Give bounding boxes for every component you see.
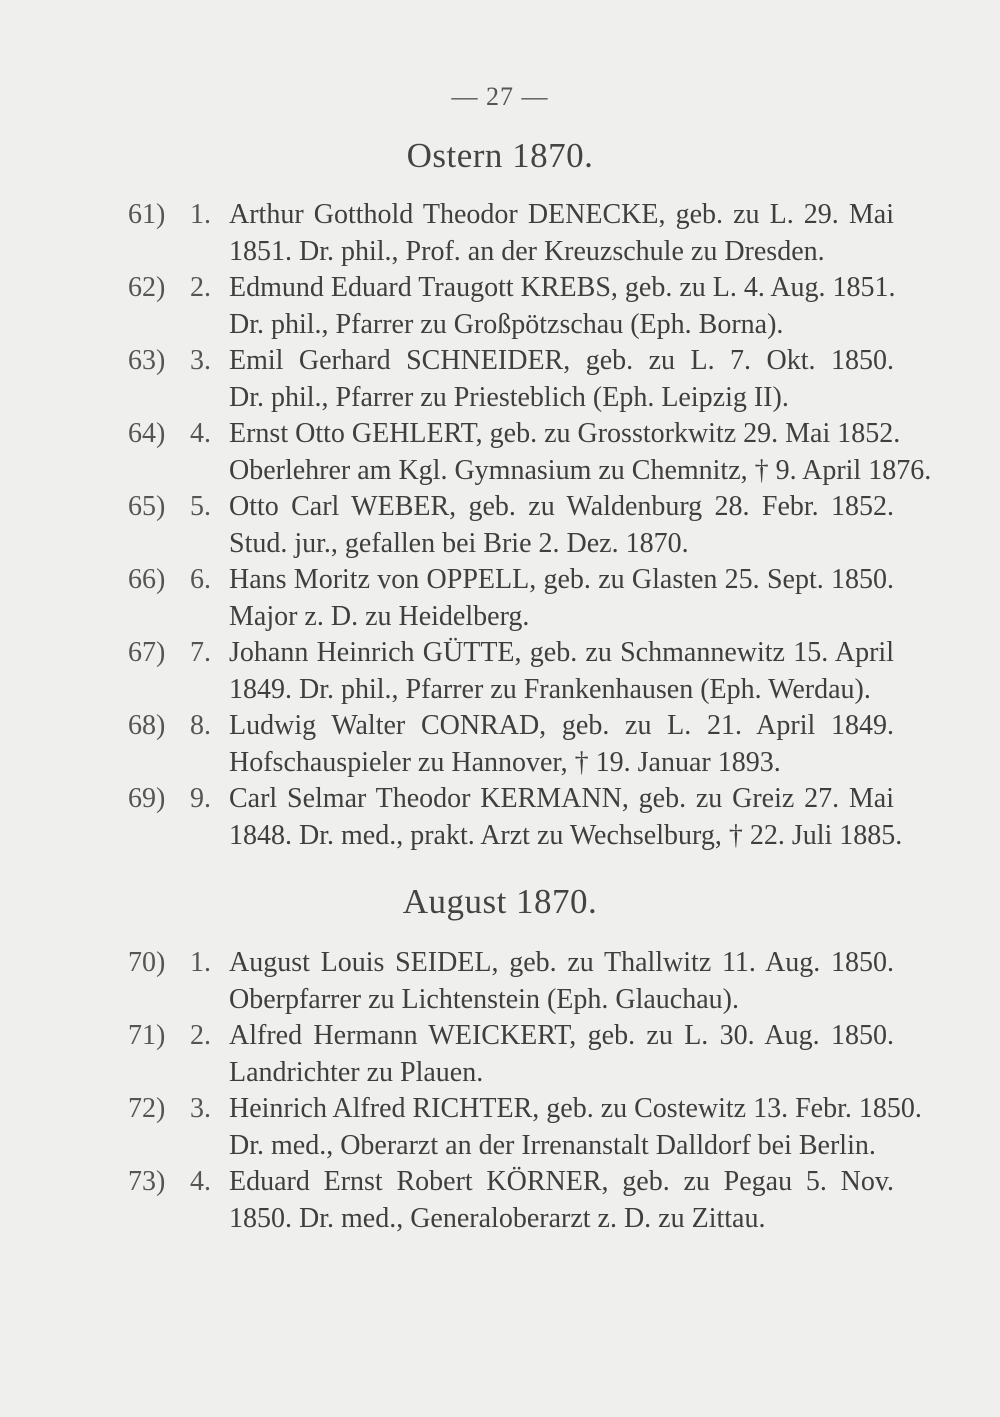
entry-line: Stud. jur., gefallen bei Brie 2. Dez. 1870. <box>229 528 689 559</box>
register-number: 63) <box>128 345 166 376</box>
list-item <box>0 944 1000 1018</box>
entry-index: 3. <box>190 345 211 376</box>
list-item <box>0 707 1000 781</box>
list-item <box>0 196 1000 270</box>
entry-index: 8. <box>190 710 211 741</box>
entry-index: 2. <box>190 1020 211 1051</box>
entry-line: Ludwig Walter CONRAD, geb. zu L. 21. April 1849. <box>229 710 894 741</box>
entry-index: 7. <box>190 637 211 668</box>
entry-index: 4. <box>190 418 211 449</box>
entry-line: 1849. Dr. phil., Pfarrer zu Frankenhausen (Eph. Werdau). <box>229 674 871 705</box>
section-heading-ostern: Ostern 1870. <box>406 136 594 175</box>
list-item <box>0 561 1000 635</box>
entry-line: Eduard Ernst Robert KÖRNER, geb. zu Pegau 5. Nov. <box>229 1166 894 1197</box>
page-number: — 27 — <box>451 82 549 111</box>
entry-line: Oberlehrer am Kgl. Gymnasium zu Chemnitz, † 9. April 1876. <box>229 455 932 486</box>
entry-index: 9. <box>190 783 211 814</box>
entry-line: Arthur Gotthold Theodor DENECKE, geb. zu L. 29. Mai <box>229 199 894 230</box>
entry-index: 6. <box>190 564 211 595</box>
entry-line: Edmund Eduard Traugott KREBS, geb. zu L. 4. Aug. 1851. <box>229 272 896 303</box>
entry-line: Dr. med., Oberarzt an der Irrenanstalt Dalldorf bei Berlin. <box>229 1130 876 1161</box>
register-number: 68) <box>128 710 166 741</box>
entry-index: 5. <box>190 491 211 522</box>
entry-index: 4. <box>190 1166 211 1197</box>
entry-line: Alfred Hermann WEICKERT, geb. zu L. 30. Aug. 1850. <box>229 1020 894 1051</box>
register-number: 72) <box>128 1093 166 1124</box>
entry-line: Dr. phil., Pfarrer zu Priesteblich (Eph. Leipzig II). <box>229 382 789 413</box>
entry-line: Johann Heinrich GÜTTE, geb. zu Schmannewitz 15. April <box>229 637 894 668</box>
entry-line: Heinrich Alfred RICHTER, geb. zu Costewitz 13. Febr. 1850. <box>229 1093 922 1124</box>
entry-line: 1848. Dr. med., prakt. Arzt zu Wechselburg, † 22. Juli 1885. <box>229 820 903 851</box>
register-number: 69) <box>128 783 166 814</box>
entry-line: 1851. Dr. phil., Prof. an der Kreuzschule zu Dresden. <box>229 236 825 267</box>
list-item <box>0 1163 1000 1237</box>
list-item <box>0 269 1000 343</box>
list-item <box>0 488 1000 562</box>
entry-line: Dr. phil., Pfarrer zu Großpötzschau (Eph. Borna). <box>229 309 784 340</box>
entry-line: Hans Moritz von OPPELL, geb. zu Glasten 25. Sept. 1850. <box>229 564 894 595</box>
entry-index: 2. <box>190 272 211 303</box>
entry-line: Major z. D. zu Heidelberg. <box>229 601 530 632</box>
list-item <box>0 1017 1000 1091</box>
entry-line: Landrichter zu Plauen. <box>229 1057 484 1088</box>
register-number: 65) <box>128 491 166 522</box>
register-number: 62) <box>128 272 166 303</box>
entry-index: 1. <box>190 199 211 230</box>
register-number: 61) <box>128 199 166 230</box>
list-item <box>0 415 1000 489</box>
entry-line: 1850. Dr. med., Generaloberarzt z. D. zu Zittau. <box>229 1203 766 1234</box>
register-number: 67) <box>128 637 166 668</box>
entry-line: August Louis SEIDEL, geb. zu Thallwitz 11. Aug. 1850. <box>229 947 894 978</box>
register-number: 70) <box>128 947 166 978</box>
register-number: 64) <box>128 418 166 449</box>
entry-line: Emil Gerhard SCHNEIDER, geb. zu L. 7. Okt. 1850. <box>229 345 894 376</box>
list-item <box>0 342 1000 416</box>
entry-line: Oberpfarrer zu Lichtenstein (Eph. Glauchau). <box>229 984 739 1015</box>
entry-line: Carl Selmar Theodor KERMANN, geb. zu Greiz 27. Mai <box>229 783 894 814</box>
register-number: 71) <box>128 1020 166 1051</box>
entry-line: Hofschauspieler zu Hannover, † 19. Januar 1893. <box>229 747 781 778</box>
list-item <box>0 1090 1000 1164</box>
entry-index: 3. <box>190 1093 211 1124</box>
list-item <box>0 780 1000 854</box>
list-item <box>0 634 1000 708</box>
entry-index: 1. <box>190 947 211 978</box>
entry-line: Otto Carl WEBER, geb. zu Waldenburg 28. Febr. 1852. <box>229 491 894 522</box>
entry-line: Ernst Otto GEHLERT, geb. zu Grosstorkwitz 29. Mai 1852. <box>229 418 901 449</box>
register-number: 73) <box>128 1166 166 1197</box>
section-heading-august: August 1870. <box>402 882 598 921</box>
register-number: 66) <box>128 564 166 595</box>
